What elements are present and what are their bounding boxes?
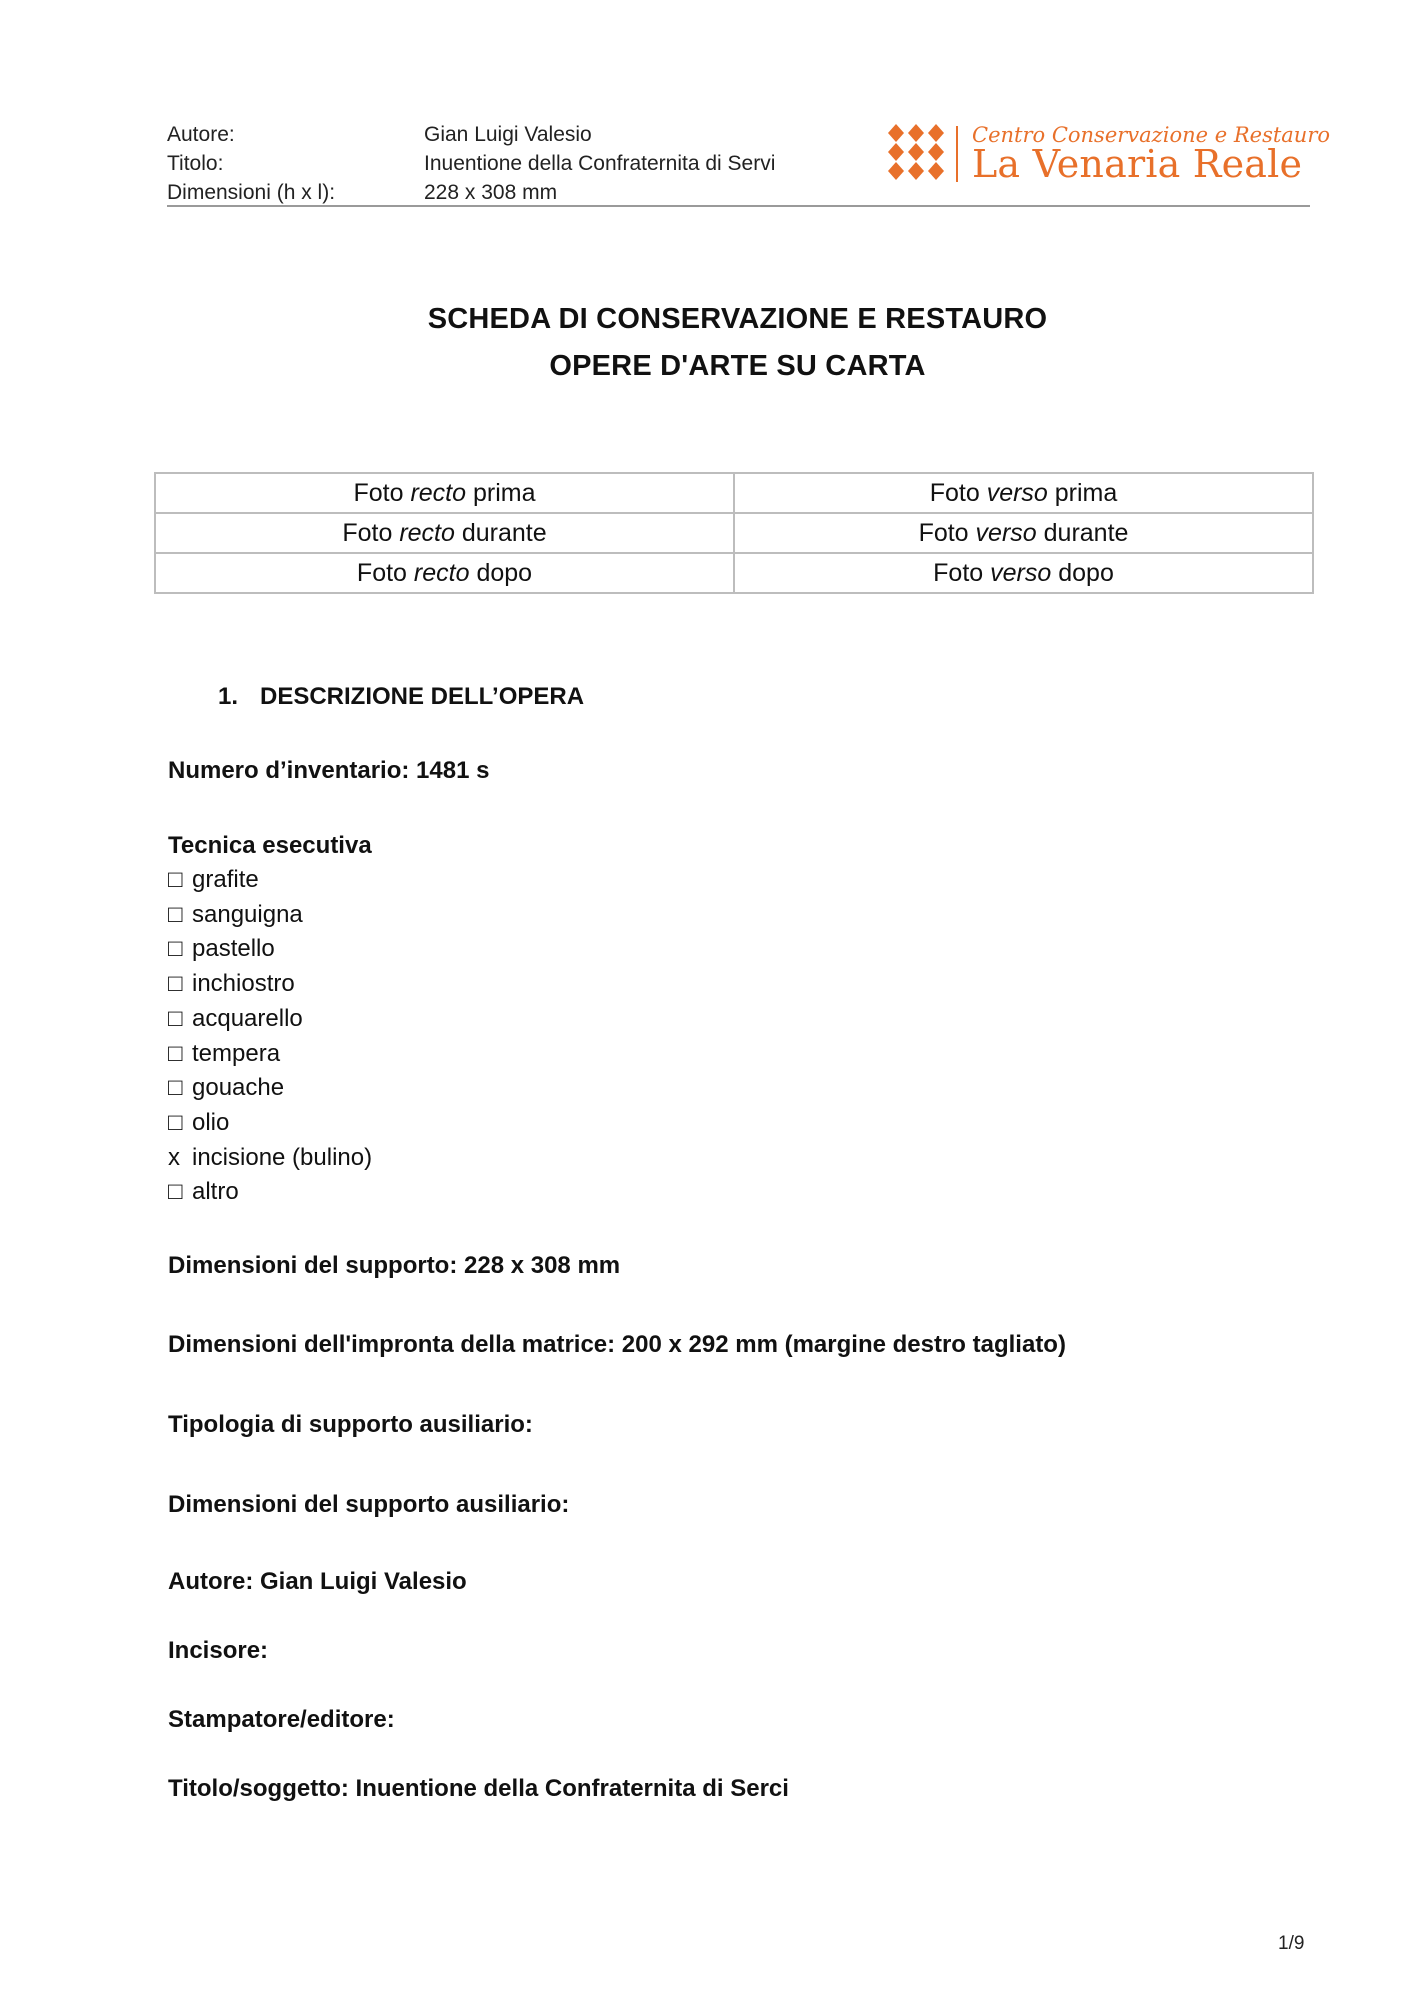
- technique-item: [168, 967, 372, 1002]
- technique-label: olio: [192, 1108, 230, 1136]
- header-divider: [167, 205, 1310, 207]
- aux-support-type: Tipologia di supporto ausiliario:: [168, 1411, 533, 1438]
- checkbox-icon: □: [168, 1178, 183, 1206]
- photo-cell-stage: prima: [466, 478, 536, 507]
- technique-label: sanguigna: [192, 900, 303, 928]
- technique-item: [168, 898, 372, 933]
- header-value-dimensions: 228 x 308 mm: [424, 181, 558, 204]
- page-number: 1/9: [1278, 1933, 1305, 1954]
- photo-cell-prefix: Foto: [353, 478, 411, 507]
- technique-item: [168, 932, 372, 967]
- technique-label: pastello: [192, 935, 275, 963]
- checkbox-icon: □: [168, 970, 183, 998]
- venaria-logo: [887, 122, 1331, 186]
- engraver-field: Incisore:: [168, 1637, 269, 1664]
- logo-title: La Venaria Reale: [972, 142, 1303, 186]
- photo-cell-left: [155, 553, 734, 593]
- technique-label: grafite: [192, 866, 259, 893]
- photo-cell-left: [155, 513, 734, 553]
- technique-label: inchiostro: [192, 970, 295, 998]
- technique-label: gouache: [192, 1074, 285, 1102]
- technique-label: incisione (bulino): [192, 1143, 373, 1171]
- photo-cell-side: recto: [399, 518, 455, 547]
- photo-cell-stage: dopo: [1051, 558, 1114, 587]
- header-label-author: Autore:: [167, 123, 235, 146]
- photo-cell-stage: durante: [1036, 518, 1129, 547]
- technique-item: [168, 1106, 372, 1141]
- header-value-title: Inuentione della Confraternita di Servi: [424, 152, 776, 175]
- technique-item: [168, 1141, 372, 1176]
- photo-cell-right: [734, 513, 1313, 553]
- technique-label: Tecnica esecutiva: [168, 832, 372, 859]
- photo-cell-stage: durante: [454, 518, 547, 547]
- technique-label: altro: [192, 1178, 239, 1206]
- technique-item: [168, 1037, 372, 1072]
- technique-item: [168, 1071, 372, 1106]
- checkbox-icon: □: [168, 900, 183, 928]
- document-title-line1: SCHEDA DI CONSERVAZIONE E RESTAURO: [427, 303, 1048, 335]
- header-label-dimensions: Dimensioni (h x l):: [167, 181, 336, 204]
- technique-list: [168, 863, 372, 1210]
- technique-item: [168, 1002, 372, 1037]
- section-title: DESCRIZIONE DELL’OPERA: [260, 683, 585, 710]
- photo-cell-prefix: Foto: [933, 558, 991, 587]
- photo-table: [154, 472, 1314, 594]
- photo-cell-side: verso: [975, 518, 1037, 547]
- photo-cell-prefix: Foto: [929, 478, 987, 507]
- inventory-number: Numero d’inventario: 1481 s: [168, 757, 490, 784]
- photo-cell-prefix: Foto: [342, 518, 400, 547]
- photo-cell-right: [734, 473, 1313, 513]
- document-title-line2: OPERE D'ARTE SU CARTA: [549, 350, 926, 382]
- checkbox-icon: □: [168, 866, 183, 893]
- photo-cell-right: [734, 553, 1313, 593]
- header-value-author: Gian Luigi Valesio: [424, 123, 592, 146]
- checkbox-icon: □: [168, 935, 183, 963]
- aux-support-dimensions: Dimensioni del supporto ausiliario:: [168, 1491, 570, 1518]
- matrix-dimensions: Dimensioni dell'impronta della matrice: 200 x 292 mm (margine destro tagliato): [168, 1331, 1066, 1358]
- printer-field: Stampatore/editore:: [168, 1706, 395, 1733]
- photo-cell-stage: dopo: [469, 558, 533, 587]
- checkbox-icon: □: [168, 1108, 183, 1136]
- logo-separator: [956, 126, 958, 182]
- checkbox-icon: □: [168, 1039, 183, 1067]
- author-field: Autore: Gian Luigi Valesio: [168, 1568, 467, 1595]
- section-number: 1.: [218, 683, 239, 710]
- header-label-title: Titolo:: [167, 152, 224, 175]
- checkbox-icon: □: [168, 1074, 183, 1102]
- subject-field: Titolo/soggetto: Inuentione della Confraternita di Serci: [168, 1775, 789, 1802]
- header-labels: [167, 120, 335, 207]
- checkbox-icon: □: [168, 1004, 183, 1032]
- photo-cell-side: recto: [410, 478, 467, 507]
- checked-mark-icon: x: [168, 1143, 180, 1171]
- photo-cell-side: verso: [990, 558, 1052, 587]
- photo-cell-left: [155, 473, 734, 513]
- header-values: [424, 120, 775, 207]
- photo-cell-stage: prima: [1047, 478, 1118, 507]
- technique-item: [168, 1175, 372, 1210]
- photo-cell-prefix: Foto: [918, 518, 976, 547]
- photo-cell-side: verso: [986, 478, 1048, 507]
- technique-label: acquarello: [192, 1004, 303, 1032]
- photo-row: [155, 513, 1313, 553]
- photo-cell-side: recto: [413, 558, 470, 587]
- section-heading: [218, 683, 584, 711]
- photo-row: [155, 553, 1313, 593]
- logo-subtitle: Centro Conservazione e Restauro: [972, 123, 1331, 147]
- support-dimensions: Dimensioni del supporto: 228 x 308 mm: [168, 1252, 621, 1279]
- photo-row: [155, 473, 1313, 513]
- technique-label: tempera: [192, 1039, 281, 1067]
- diamond-grid-icon: [887, 124, 945, 180]
- photo-cell-prefix: Foto: [356, 558, 414, 587]
- technique-item: [168, 863, 372, 898]
